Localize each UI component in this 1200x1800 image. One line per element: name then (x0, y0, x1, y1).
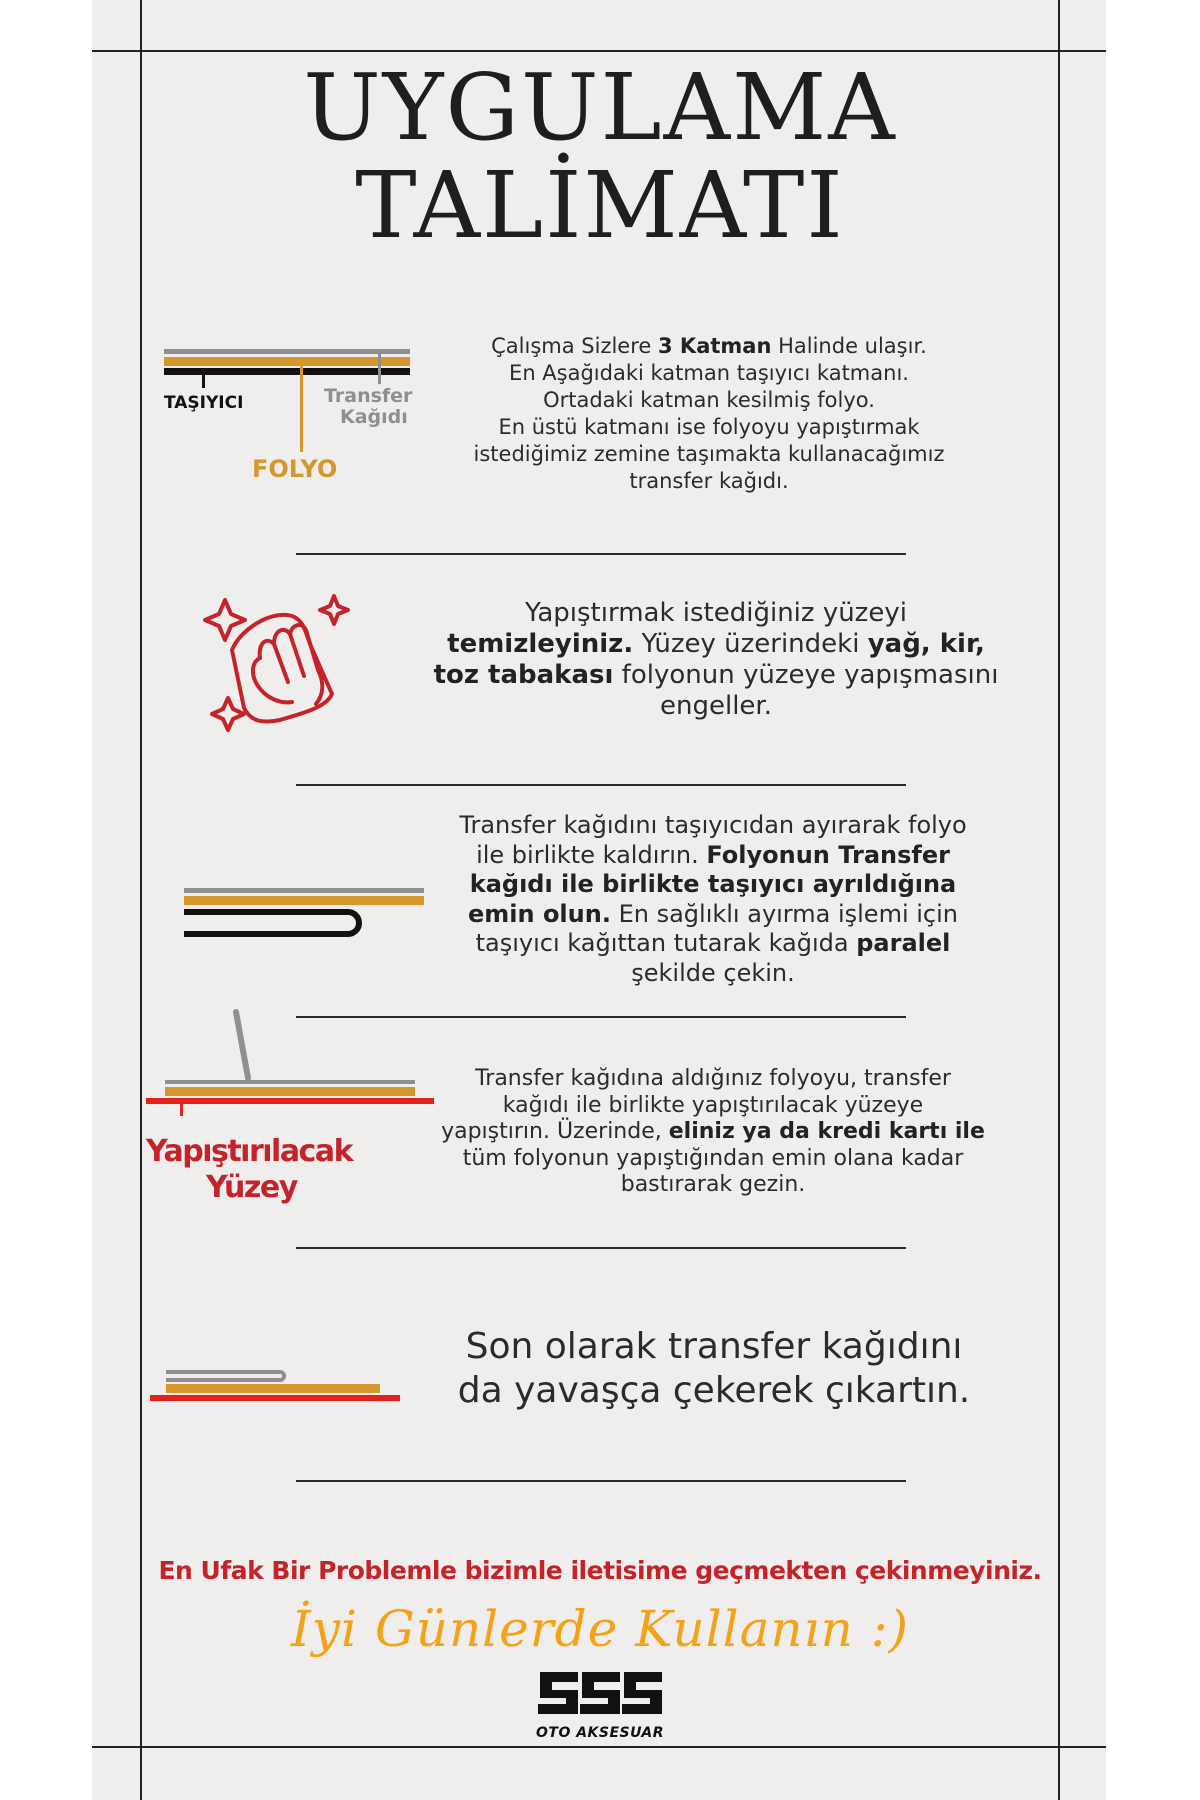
text-line: Son olarak transfer kağıdını (465, 1326, 963, 1367)
text-line: Transfer kağıdına aldığınız folyoyu, transfer (475, 1066, 951, 1091)
text-line: kağıdı ile birlikte yapıştırılacak yüzeye (502, 1092, 924, 1118)
surface-label-line1: Yapıştırılacak (146, 1134, 353, 1169)
text-line: yapıştırın. Üzerinde, eliniz ya da kredi kartı ile (441, 1119, 985, 1144)
transfer-paper-layer (165, 1080, 415, 1084)
text-line: kağıdı ile birlikte taşıyıcı ayrıldığına (469, 870, 957, 898)
section-divider (296, 1016, 906, 1018)
step1-text (412, 333, 1006, 495)
text-line: da yavaşça çekerek çıkartın. (457, 1370, 971, 1411)
text-line: Yapıştırmak istediğiniz yüzeyi (525, 598, 907, 628)
peeling-layers-diagram (180, 880, 440, 940)
text-line: istediğimiz zemine taşımakta kullanacağımız (473, 442, 945, 466)
surface-layer (146, 1098, 434, 1104)
right-margin (1106, 0, 1200, 1800)
transfer-paper-layer (164, 349, 410, 354)
remove-transfer-diagram (146, 1366, 406, 1406)
frame-bottom-line (92, 1746, 1106, 1748)
section-divider (296, 553, 906, 555)
step2-text (396, 598, 1036, 722)
spatula-icon (228, 1008, 258, 1084)
surface-pointer (180, 1100, 183, 1116)
hand-wiping-cloth-icon (200, 590, 360, 740)
carrier-label: TAŞIYICI (164, 393, 244, 413)
foil-layer (164, 357, 410, 366)
page-title-line2: TALİMATI (355, 152, 845, 259)
frame-top-line (92, 50, 1106, 52)
foil-label: FOLYO (252, 455, 338, 483)
text-line: Ortadaki katman kesilmiş folyo. (543, 388, 875, 412)
text-line: En Aşağıdaki katman taşıyıcı katmanı. (509, 361, 909, 385)
text-line: engeller. (660, 691, 772, 721)
text-line: Çalışma Sizlere 3 Katman Halinde ulaşır. (491, 334, 927, 358)
transfer-pointer (378, 352, 381, 384)
section-divider (296, 1480, 906, 1482)
transfer-label-line2: Kağıdı (340, 406, 408, 428)
text-line: ile birlikte kaldırın. Folyonun Transfer (476, 840, 950, 869)
text-line: şekilde çekin. (631, 958, 795, 987)
text-line: temizleyiniz. Yüzey üzerindeki yağ, kir, (447, 629, 985, 659)
section-divider (296, 784, 906, 786)
text-line: tüm folyonun yapıştığından emin olana kadar (462, 1145, 964, 1171)
section-divider (296, 1247, 906, 1249)
surface-label-line2: Yüzey (206, 1170, 297, 1205)
sss-logo-icon (530, 1668, 670, 1728)
left-margin (0, 0, 92, 1800)
transfer-label-line1: Transfer (324, 385, 413, 407)
carrier-pointer (202, 370, 205, 388)
logo-subtitle: OTO AKSESUAR (536, 1725, 664, 1741)
text-line: bastırarak gezin. (620, 1172, 806, 1197)
contact-note: En Ufak Bir Problemle bizimle iletisime geçmekten çekinmeyiniz. (158, 1556, 1042, 1585)
text-line: Transfer kağıdını taşıyıcıdan ayırarak folyo (459, 811, 967, 839)
text-line: taşıyıcı kağıttan tutarak kağıda paralel (475, 929, 951, 957)
foil-pointer (300, 362, 303, 452)
step3-text (406, 811, 1020, 988)
text-line: toz tabakası folyonun yüzeye yapışmasını (433, 660, 999, 690)
goodbye-message: İyi Günlerde Kullanın :) (290, 1600, 910, 1658)
text-line: En üstü katmanı ise folyoyu yapıştırmak (498, 415, 920, 439)
frame-right-line (1058, 0, 1060, 1800)
step4-text (405, 1066, 1021, 1199)
text-line: emin olun. En sağlıklı ayırma işlemi için (467, 899, 958, 928)
page-title-line1: UYGULAMA (303, 54, 897, 161)
text-line: transfer kağıdı. (629, 469, 789, 493)
frame-left-line (140, 0, 142, 1800)
carrier-layer (164, 368, 410, 375)
step5-text (404, 1325, 1024, 1413)
foil-layer (165, 1087, 415, 1096)
